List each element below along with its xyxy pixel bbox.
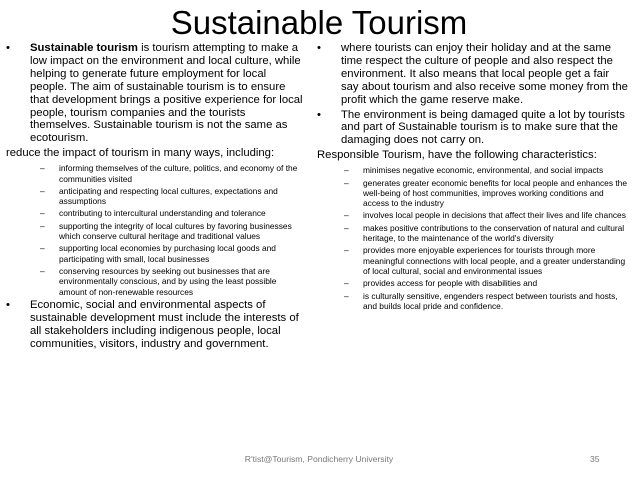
bullet-text: where tourists can enjoy their holiday and at the same time respect the culture of people and also respect the environment. It also means that local people get a fair say about tourism and also receive some money from the profit which the game reserve make.	[341, 42, 628, 106]
list-item-text: provides access for people with disabilities and	[363, 278, 538, 289]
bullet-mark: •	[6, 298, 10, 311]
list-item	[40, 243, 306, 264]
right-column	[317, 42, 629, 313]
slide-footer: R'tist@Tourism, Pondicherry University	[244, 454, 394, 464]
list-item-text: anticipating and respecting local cultures, expectations and assumptions	[59, 185, 278, 207]
bullet-stakeholders	[6, 299, 306, 351]
impact-intro: reduce the impact of tourism in many ways, including:	[6, 147, 275, 160]
dash-mark: –	[344, 165, 349, 176]
dash-mark: –	[344, 177, 349, 188]
bullet-environment-damage	[317, 109, 629, 148]
slide-title: Sustainable Tourism	[170, 4, 468, 41]
bullet-mark: •	[317, 42, 321, 54]
bullet-text: The environment is being damaged quite a lot by tourists and part of Sustainable tourism is to make sure that the damaging does not carry on.	[341, 108, 625, 147]
responsible-tourism-intro: Responsible Tourism, have the following characteristics:	[317, 149, 597, 162]
bullet-tourists-respect	[317, 42, 629, 107]
dash-mark: –	[344, 278, 349, 289]
dash-mark: –	[40, 185, 45, 196]
bullet-sustainable-tourism	[6, 42, 306, 145]
list-item	[344, 291, 629, 312]
list-item	[40, 208, 306, 218]
characteristics-sublist	[344, 165, 629, 311]
bullet-text: Economic, social and environmental aspects of sustainable development must include the interests of all stakeholders including indigenous people, local communities, visitors, industry and government.	[30, 298, 299, 350]
list-item	[40, 266, 306, 297]
list-item	[344, 278, 629, 288]
bullet-mark: •	[6, 42, 10, 54]
list-item-text: provides more enjoyable experiences for tourists through more meaningful connections with local people, and a greater understanding of local cultural, social and environmental issues	[363, 245, 626, 276]
list-item-text: generates greater economic benefits for local people and enhances the well-being of host communities, improves working conditions and access to the industry	[363, 177, 627, 209]
list-item-text: makes positive contributions to the conservation of natural and cultural heritage, to the maintenance of the world's diversity	[363, 222, 625, 244]
list-item-text: minimises negative economic, environmental, and social impacts	[363, 165, 604, 176]
list-item	[40, 186, 306, 207]
left-column	[6, 42, 306, 352]
dash-mark: –	[40, 208, 45, 219]
list-item	[344, 210, 629, 220]
list-item	[40, 221, 306, 242]
list-item-text: informing themselves of the culture, politics, and economy of the communities visited	[59, 163, 298, 184]
list-item	[40, 163, 306, 184]
term-sustainable-tourism: Sustainable tourism	[30, 42, 138, 54]
list-item-text: contributing to intercultural understanding and tolerance	[59, 208, 266, 219]
list-item	[344, 165, 629, 175]
dash-mark: –	[344, 245, 349, 256]
dash-mark: –	[344, 210, 349, 221]
list-item-text: supporting local economies by purchasing local goods and participating with small, local businesses	[59, 243, 276, 264]
impact-sublist	[40, 163, 306, 297]
list-item-text: involves local people in decisions that affect their lives and life chances	[363, 210, 626, 221]
dash-mark: –	[40, 265, 45, 276]
dash-mark: –	[40, 220, 45, 231]
bullet-mark: •	[317, 108, 321, 121]
dash-mark: –	[40, 243, 45, 254]
list-item	[344, 178, 629, 209]
dash-mark: –	[344, 290, 349, 301]
list-item-text: supporting the integrity of local cultures by favoring businesses which conserve cultural heritage and traditional values	[59, 220, 292, 242]
list-item	[344, 245, 629, 276]
bullet-text: is tourism attempting to make a low impact on the environment and local culture, while helping to generate future employment for local people. The aim of sustainable tourism is to ensure that development brings a positive experience for local people, tourism companies and the tourists themselves. Sustainable tourism is not the same as ecotourism.	[30, 42, 303, 145]
page-number: 35	[590, 454, 600, 464]
list-item-text: conserving resources by seeking out businesses that are environmentally conscious, and by using the least possible amount of non-renewable resources	[59, 265, 277, 297]
list-item-text: is culturally sensitive, engenders respect between tourists and hosts, and builds local pride and confidence.	[363, 290, 618, 311]
list-item	[344, 223, 629, 244]
dash-mark: –	[344, 222, 349, 233]
dash-mark: –	[40, 163, 45, 174]
